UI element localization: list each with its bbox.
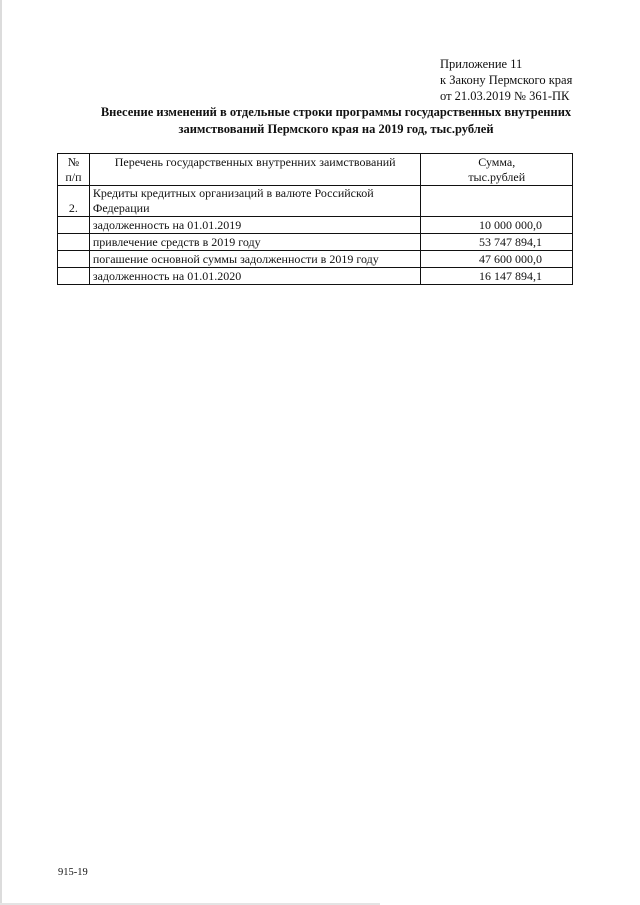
header-sum-unit: тыс.рублей [468, 170, 526, 184]
header-sum [421, 154, 573, 186]
appendix-number: Приложение 11 [440, 57, 523, 71]
borrowing-table [57, 153, 573, 285]
row-name: задолженность на 01.01.2020 [89, 268, 421, 285]
header-name: Перечень государственных внутренних заимствований [89, 154, 421, 186]
row-sum: 16 147 894,1 [421, 268, 573, 285]
row-number [58, 217, 90, 234]
appendix-law: к Закону Пермского края [440, 73, 573, 87]
row-name: погашение основной суммы задолженности в 2019 году [89, 251, 421, 268]
header-number-abbr: п/п [65, 170, 82, 184]
header-number [58, 154, 90, 186]
row-number: 2. [58, 186, 90, 217]
row-sum: 10 000 000,0 [421, 217, 573, 234]
row-name: привлечение средств в 2019 году [89, 234, 421, 251]
page-edge [0, 0, 2, 905]
table-row [58, 186, 573, 217]
document-title [60, 104, 612, 138]
title-line-1: Внесение изменений в отдельные строки программы государственных внутренних [100, 105, 572, 119]
row-sum [421, 186, 573, 217]
row-number [58, 268, 90, 285]
table-row [58, 251, 573, 268]
header-sum-label: Сумма, [478, 155, 516, 169]
row-number [58, 234, 90, 251]
table-header-row [58, 154, 573, 186]
row-sum: 47 600 000,0 [421, 251, 573, 268]
header-number-symbol: № [67, 155, 80, 169]
table-row [58, 217, 573, 234]
appendix-date: от 21.03.2019 № 361-ПК [440, 89, 570, 103]
document-code: 915-19 [58, 867, 88, 878]
row-name: задолженность на 01.01.2019 [89, 217, 421, 234]
row-name: Кредиты кредитных организаций в валюте Российской Федерации [89, 186, 421, 217]
title-line-2: заимствований Пермского края на 2019 год, тыс.рублей [178, 122, 494, 136]
row-number [58, 251, 90, 268]
row-sum: 53 747 894,1 [421, 234, 573, 251]
table-row [58, 268, 573, 285]
appendix-reference [440, 56, 572, 104]
table-row [58, 234, 573, 251]
